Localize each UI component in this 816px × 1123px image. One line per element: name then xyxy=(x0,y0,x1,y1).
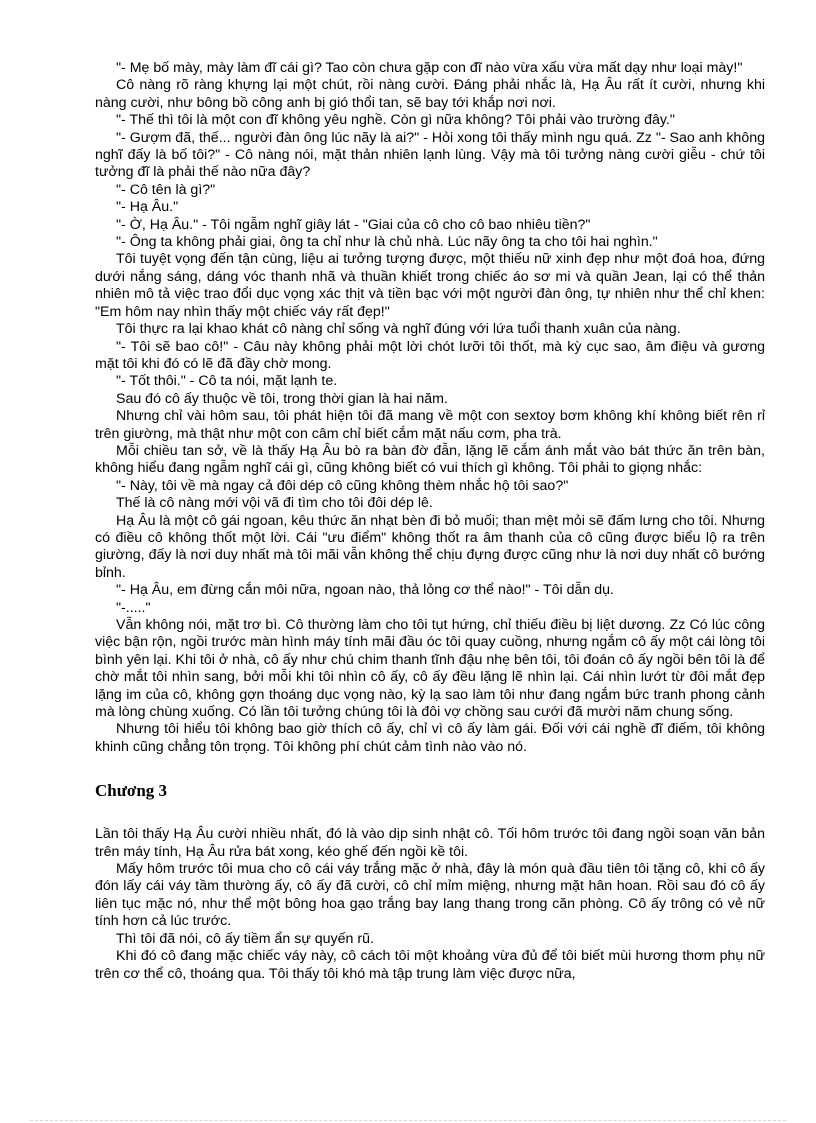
paragraph: Lần tôi thấy Hạ Âu cười nhiều nhất, đó là vào dịp sinh nhật cô. Tối hôm trước tôi đang ngồi soạn văn bản trên máy tính, Hạ Âu rửa bát xong, kéo ghế đến ngồi kề tôi. xyxy=(95,826,765,860)
paragraph: Sau đó cô ấy thuộc về tôi, trong thời gian là hai năm. xyxy=(116,390,448,407)
paragraph: Khi đó cô đang mặc chiếc váy này, cô cách tôi một khoảng vừa đủ để tôi biết mùi hương thơm phụ nữ trên cơ thể cô, thoáng qua. Tôi thấy tôi khó mà tập trung làm việc được nữa, xyxy=(95,948,765,982)
paragraph: Cô nàng rõ ràng khựng lại một chút, rồi nàng cười. Đáng phải nhắc là, Hạ Âu rất ít cười, nhưng khi nàng cười, như bông bồ công anh bị gió thổi tan, sẽ bay tới khắp nơi nơi. xyxy=(95,77,765,111)
paragraph: "- Hạ Âu, em đừng cắn môi nữa, ngoan nào, thả lỏng cơ thể nào!" - Tôi dẫn dụ. xyxy=(116,582,614,599)
paragraph: "- Tốt thôi." - Cô ta nói, mặt lạnh te. xyxy=(116,373,338,390)
chapter-title: Chương 3 xyxy=(95,781,168,801)
paragraph: Mỗi chiều tan sở, về là thấy Hạ Âu bò ra bàn đờ đẫn, lặng lẽ cắm ánh mắt vào bát thức ăn trên bàn, không hiểu đang ngẫm nghĩ cái gì, cũng không biết có vui thích gì không. Tôi phải to giọng nhắc: xyxy=(95,442,765,477)
paragraph: "- Ông ta không phải giai, ông ta chỉ như là chủ nhà. Lúc nãy ông ta cho tôi hai nghìn." xyxy=(116,234,658,251)
paragraph: Tôi tuyệt vọng đến tận cùng, liệu ai tưởng tượng được, một thiếu nữ xinh đẹp như một đoá hoa, đứng dưới nắng sáng, dáng vóc thanh nhã và thuần khiết trong chiếc áo sơ mi và quần Jean, lại có thể thản nhiên mô tả việc trao đổi dục vọng xác thịt và tiền bạc với một người đàn ông, tự nhiên như thể chỉ khen: "Em hôm nay nhìn thấy một chiếc váy rất đẹp!" xyxy=(95,251,765,320)
paragraph: "-....." xyxy=(116,599,151,616)
paragraph: Hạ Âu là một cô gái ngoan, kêu thức ăn nhạt bèn đi bỏ muối; than mệt mỏi sẽ đấm lưng cho tôi. Nhưng có điều cô không thốt một lời. Cái "ưu điểm" không thốt ra âm thanh của cô cũng được biểu lộ ra trên giường, đấy là nơi duy nhất mà tôi mãi vẫn không thể chịu đựng được cũng như là nơi duy nhất cô bướng bỉnh. xyxy=(95,512,765,581)
paragraph: Thì tôi đã nói, cô ấy tiềm ẩn sự quyến rũ. xyxy=(116,930,374,947)
section-before-chapter xyxy=(95,60,765,756)
paragraph: "- Cô tên là gì?" xyxy=(116,181,216,198)
page-bottom-rule xyxy=(30,1120,786,1121)
paragraph: Nhưng chỉ vài hôm sau, tôi phát hiện tôi đã mang về một con sextoy bơm không khí không biết rên rỉ trên giường, mà thật như một con câm chỉ biết cắm mặt nấu cơm, pha trà. xyxy=(95,408,765,442)
paragraph: Nhưng tôi hiểu tôi không bao giờ thích cô ấy, chỉ vì cô ấy làm gái. Đối với cái nghề đĩ điếm, tôi không khinh cũng chẳng tôn trọng. Tôi không phí chút cảm tình nào vào nó. xyxy=(95,721,765,755)
document-page xyxy=(95,60,765,983)
paragraph: "- Ờ, Hạ Âu." - Tôi ngẫm nghĩ giây lát - "Giai của cô cho cô bao nhiêu tiền?" xyxy=(116,216,591,233)
paragraph: "- Tôi sẽ bao cô!" - Câu này không phải một lời chót lưỡi tôi thốt, mà kỳ cục sao, âm điệu và gương mặt tôi khi đó có lẽ đã đầy chờ mong. xyxy=(95,338,765,372)
paragraph: Tôi thực ra lại khao khát cô nàng chỉ sống và nghĩ đúng với lứa tuổi thanh xuân của nàng. xyxy=(116,321,681,338)
paragraph: "- Mẹ bố mày, mày làm đĩ cái gì? Tao còn chưa gặp con đĩ nào vừa xấu vừa mất dạy như loại mày!" xyxy=(116,60,743,76)
paragraph: "- Hạ Âu." xyxy=(116,199,179,216)
paragraph: "- Này, tôi về mà ngay cả đôi dép cô cũng không thèm nhắc hộ tôi sao?" xyxy=(116,477,569,494)
paragraph: "- Thế thì tôi là một con đĩ không yêu nghề. Còn gì nữa không? Tôi phải vào trường đây." xyxy=(116,112,675,129)
section-chapter-3 xyxy=(95,826,765,983)
paragraph: "- Gượm đã, thế... người đàn ông lúc nãy là ai?" - Hỏi xong tôi thấy mình ngu quá. Zz "- Sao anh không nghĩ đấy là bố tôi?" - Cô nàng nói, mặt thản nhiên lạnh lùng. Vậy mà tôi tưởng nàng cười giễu - chứ tôi tưởng đĩ là phải thế nào nữa đây? xyxy=(95,129,765,181)
paragraph: Thế là cô nàng mới vội vã đi tìm cho tôi đôi dép lê. xyxy=(116,495,433,512)
paragraph: Vẫn không nói, mặt trơ bì. Cô thường làm cho tôi tụt hứng, chỉ thiếu điều bị liệt dương. Zz Có lúc công việc bận rộn, ngồi trước màn hình máy tính mãi đầu óc tôi quay cuồng, nhưng ngắm cô ấy một cái lòng tôi bình yên lại. Khi tôi ở nhà, cô ấy như chú chim thanh tĩnh đậu nhẹ bên tôi, tôi đoán cô ấy ngồi bên tôi là để chờ mắt tôi nhìn sang, bởi mỗi khi tôi nhìn cô ấy, cô ấy đều lặng lẽ nhìn lại. Cái nhìn lướt từ đôi mắt đẹp lặng im của cô, không gợn thoáng dục vọng nào, kỳ lạ sao làm tôi như đang ngắm bức tranh phong cảnh mà lòng chùng xuống. Có lần tôi tưởng chúng tôi là đôi vợ chồng sau cưới đã mười năm chung sống. xyxy=(95,617,765,721)
paragraph: Mấy hôm trước tôi mua cho cô cái váy trắng mặc ở nhà, đây là món quà đầu tiên tôi tặng cô, khi cô ấy đón lấy cái váy tầm thường ấy, cô ấy đã cười, cô chỉ mỉm miệng, nhưng mặt hân hoan. Rồi sau đó cô ấy liên tục mặc nó, như thể một bông hoa gạo trắng bay lang thang trong căn phòng. Cô ấy trông có vẻ nữ tính hơn cả lúc trước. xyxy=(95,861,765,930)
